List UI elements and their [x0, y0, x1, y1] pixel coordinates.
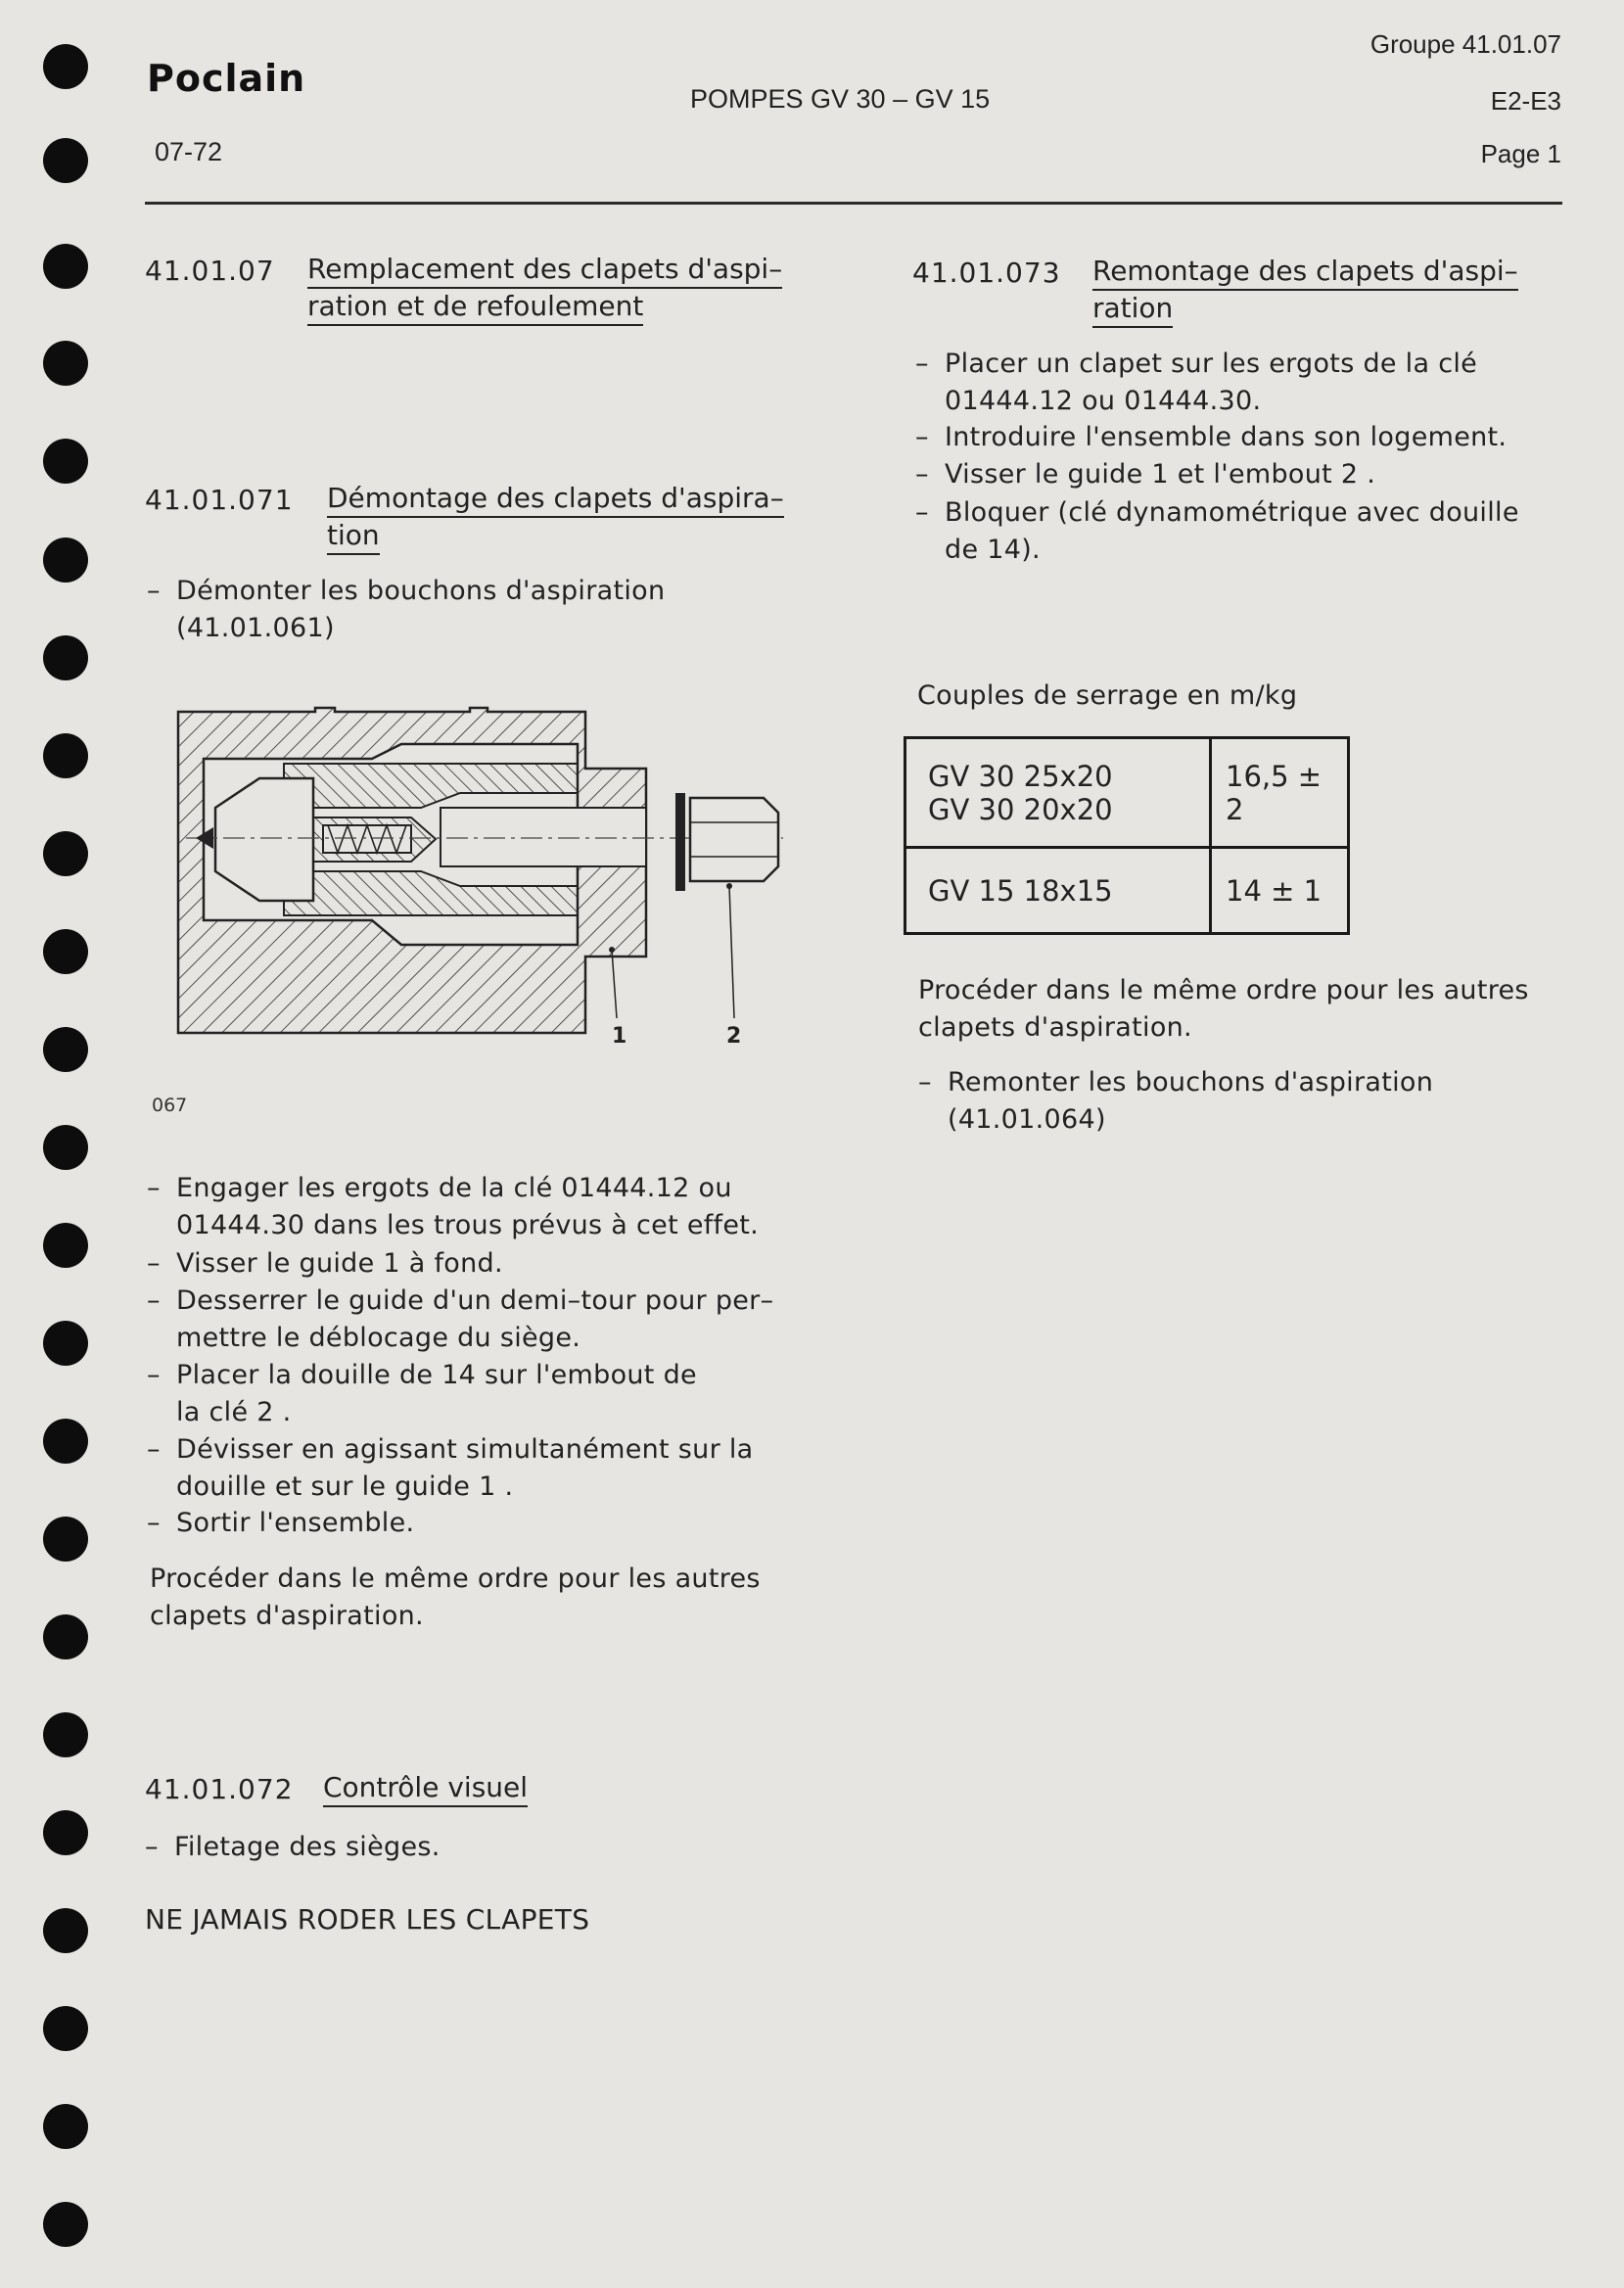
binder-hole [43, 1027, 88, 1072]
page-date: 07-72 [155, 137, 223, 166]
binder-hole [43, 635, 88, 680]
list-item: – Placer la douille de 14 sur l'embout de la clé 2 . [147, 1357, 812, 1431]
binder-hole [43, 2202, 88, 2247]
binder-hole [43, 1908, 88, 1953]
list-item: – Remonter les bouchons d'aspiration (41.01.064) [918, 1064, 1564, 1139]
section-number: 41.01.071 [145, 484, 294, 516]
list-item-line: (41.01.064) [948, 1104, 1106, 1135]
list-item-line: Sortir l'ensemble. [176, 1508, 415, 1538]
valve-cross-section-figure [166, 700, 793, 1052]
section-title-line: Remontage des clapets d'aspi– [1092, 255, 1518, 291]
figure-caption: 067 [152, 1095, 188, 1116]
doc-code: E2-E3 [1490, 86, 1561, 116]
binder-hole [43, 138, 88, 183]
binder-hole [43, 1614, 88, 1659]
model-line: GV 15 18x15 [928, 873, 1113, 908]
section-title-line: ration [1092, 292, 1173, 328]
list-item-line: de 14). [945, 535, 1041, 565]
model-line: GV 30 25x20 [928, 759, 1113, 793]
section-number: 41.01.073 [912, 257, 1061, 289]
list-item: – Filetage des sièges. [145, 1829, 732, 1866]
section-title-line: ration et de refoulement [307, 290, 643, 326]
paragraph [918, 972, 1584, 1047]
list-item: – Introduire l'ensemble dans son logement. [915, 419, 1561, 456]
list-item-line: Introduire l'ensemble dans son logement. [945, 422, 1508, 452]
section-title-line: Remplacement des clapets d'aspi– [307, 253, 782, 289]
binder-hole [43, 1712, 88, 1757]
list-item: – Desserrer le guide d'un demi–tour pour per– mettre le déblocage du siège. [147, 1283, 812, 1357]
list-item-line: 01444.30 dans les trous prévus à cet effet. [176, 1210, 760, 1240]
page-number: Page 1 [1480, 139, 1561, 168]
warning-text: NE JAMAIS RODER LES CLAPETS [145, 1903, 590, 1936]
binder-hole [43, 1517, 88, 1562]
table-row [905, 738, 1349, 848]
section-title [1092, 253, 1518, 327]
section-title [307, 251, 782, 325]
torque-table [904, 736, 1350, 935]
list-item: – Dévisser en agissant simultanément sur la douille et sur le guide 1 . [147, 1431, 812, 1506]
list-item: – Visser le guide 1 à fond. [147, 1245, 812, 1283]
list-item-line: mettre le déblocage du siège. [176, 1323, 581, 1353]
list-item-line: Engager les ergots de la clé 01444.12 ou [176, 1173, 732, 1203]
binder-hole [43, 1321, 88, 1366]
binder-hole [43, 244, 88, 289]
list-item: – Placer un clapet sur les ergots de la clé 01444.12 ou 01444.30. [915, 346, 1561, 420]
binder-hole [43, 439, 88, 484]
binder-hole [43, 341, 88, 386]
brand-logo: Poclain [147, 57, 306, 100]
figure-label-2: 2 [726, 1024, 742, 1049]
section-number: 41.01.072 [145, 1773, 294, 1805]
table-cell-model [905, 848, 1211, 934]
paragraph-line: Procéder dans le même ordre pour les autres [150, 1564, 761, 1594]
list-item-line: 01444.12 ou 01444.30. [945, 386, 1262, 416]
header-rule [145, 202, 1562, 205]
binder-hole [43, 1419, 88, 1464]
list-item: – Visser le guide 1 et l'embout 2 . [915, 456, 1561, 493]
list-item-line: Dévisser en agissant simultanément sur la [176, 1434, 754, 1465]
torque-label: Couples de serrage en m/kg [917, 680, 1298, 711]
section-title-line: tion [327, 519, 380, 555]
list-item-line: la clé 2 . [176, 1397, 292, 1427]
binder-hole [43, 733, 88, 778]
list-item-line: Filetage des sièges. [174, 1832, 441, 1862]
list-item: – Engager les ergots de la clé 01444.12 ou 01444.30 dans les trous prévus à cet effet. [147, 1170, 812, 1244]
section-title-line: Contrôle visuel [323, 1771, 528, 1807]
list-item-line: Démonter les bouchons d'aspiration [176, 576, 666, 606]
binder-hole [43, 1810, 88, 1855]
binder-hole [43, 831, 88, 876]
binder-hole [43, 1125, 88, 1170]
binder-hole [43, 929, 88, 974]
binder-hole [43, 2104, 88, 2149]
list-item: – Bloquer (clé dynamométrique avec douille de 14). [915, 494, 1561, 569]
list-item-line: Placer la douille de 14 sur l'embout de [176, 1360, 697, 1390]
page-title: POMPES GV 30 – GV 15 [690, 84, 991, 114]
binder-hole [43, 44, 88, 89]
section-title-line: Démontage des clapets d'aspira– [327, 482, 784, 518]
figure-label-1: 1 [612, 1024, 627, 1049]
table-cell-value: 14 ± 1 [1211, 848, 1349, 934]
section-number: 41.01.07 [145, 255, 275, 287]
table-cell-model [905, 738, 1211, 848]
list-item-line: Desserrer le guide d'un demi–tour pour per– [176, 1285, 774, 1316]
list-item-line: Bloquer (clé dynamométrique avec douille [945, 497, 1519, 528]
table-cell-value: 16,5 ± 2 [1211, 738, 1349, 848]
list-item-line: douille et sur le guide 1 . [176, 1471, 514, 1502]
list-item-line: (41.01.061) [176, 613, 335, 643]
list-item: – Démonter les bouchons d'aspiration (41.01.061) [147, 573, 773, 647]
list-item-line: Remonter les bouchons d'aspiration [948, 1067, 1434, 1097]
section-title [323, 1769, 528, 1806]
list-item-line: Visser le guide 1 et l'embout 2 . [945, 459, 1376, 490]
binder-hole [43, 2006, 88, 2051]
section-title [327, 480, 784, 554]
table-row [905, 848, 1349, 934]
binder-hole [43, 537, 88, 583]
paragraph-line: clapets d'aspiration. [918, 1012, 1192, 1043]
paragraph-line: clapets d'aspiration. [150, 1601, 424, 1631]
list-item-line: Placer un clapet sur les ergots de la clé [945, 349, 1478, 379]
paragraph-line: Procéder dans le même ordre pour les autres [918, 975, 1529, 1005]
binder-hole [43, 1223, 88, 1268]
group-number: Groupe 41.01.07 [1369, 29, 1561, 59]
model-line: GV 30 20x20 [928, 792, 1113, 826]
paragraph [150, 1561, 815, 1635]
list-item-line: Visser le guide 1 à fond. [176, 1248, 503, 1279]
list-item: – Sortir l'ensemble. [147, 1505, 812, 1542]
